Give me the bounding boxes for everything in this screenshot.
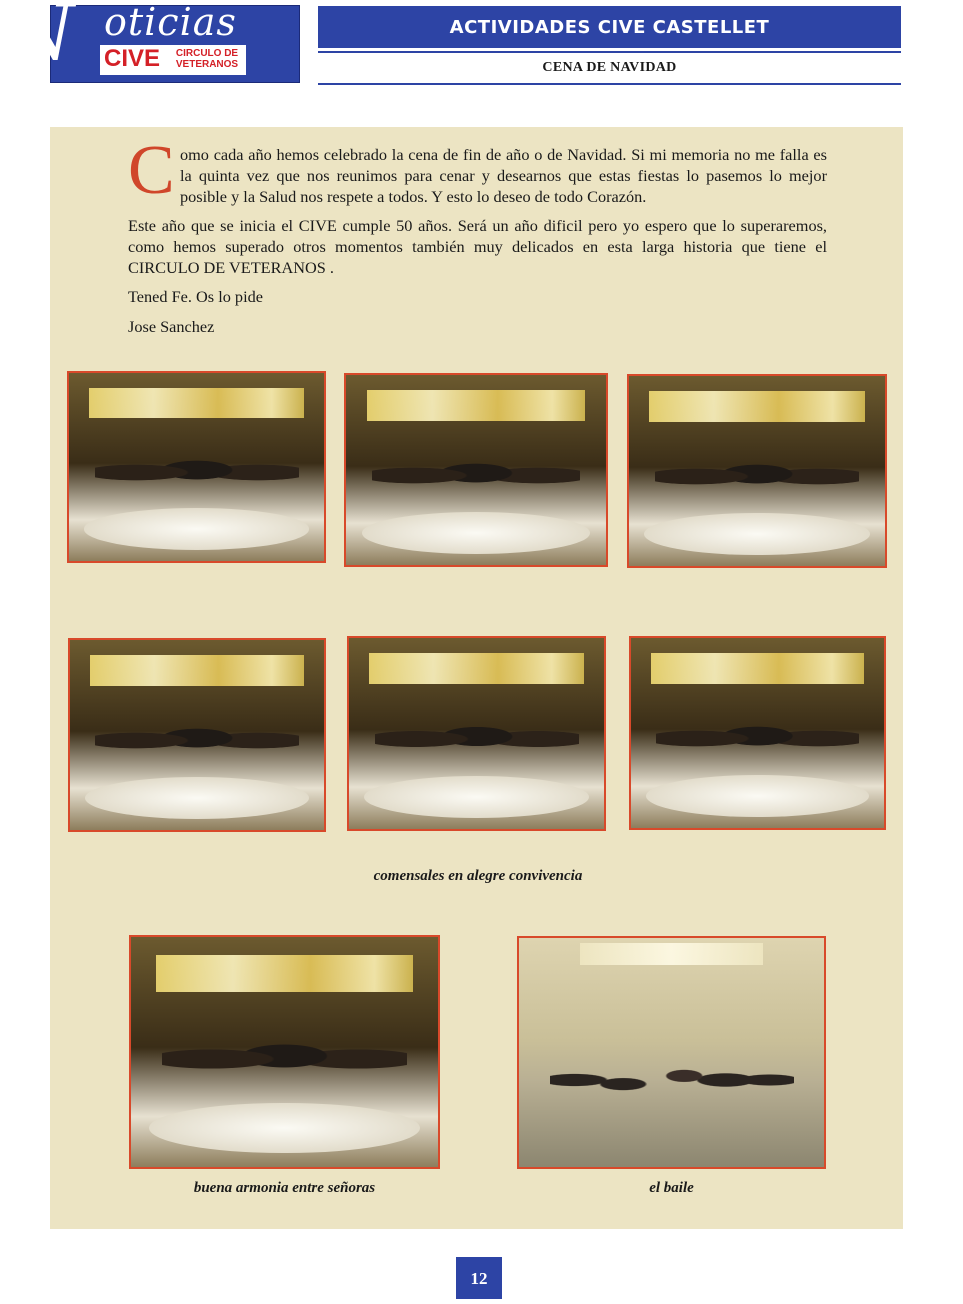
dance-photo <box>517 936 826 1169</box>
logo-brand: CIVE <box>104 45 161 72</box>
logo-brand-subtitle <box>168 48 246 70</box>
dinner-photo-5 <box>347 636 606 831</box>
logo-sub-line1: CIRCULO DE <box>175 48 239 59</box>
page-subtitle: CENA DE NAVIDAD <box>542 60 677 75</box>
drop-cap: C <box>128 132 175 209</box>
anniversary-paragraph: Este año que se inicia el CIVE cumple 50 años. Será un año dificil pero yo espero que lo superaremos, como hemos superado otros momentos también muy delicados en esta larga historia que tiene el CIRCULO DE VETERANOS . <box>128 216 827 277</box>
dinner-photo-1 <box>67 371 326 563</box>
header-rule-top <box>318 51 901 53</box>
dinner-photo-6 <box>629 636 886 830</box>
caption-guests: comensales en alegre convivencia <box>373 868 583 884</box>
intro-paragraph: omo cada año hemos celebrado la cena de fin de año o de Navidad. Si mi memoria no me falla es la quinta vez que nos reunimos para cenar y desearnos que estas fiestas lo pasemos lo mejor posible y la Salud nos respete a todos. Y esto lo deseo de todo Corazón. <box>180 145 827 206</box>
author-signature: Jose Sanchez <box>128 317 215 336</box>
closing-line: Tened Fe. Os lo pide <box>128 287 263 306</box>
header-rule-bottom <box>318 83 901 85</box>
page-number: 12 <box>470 1269 488 1288</box>
dinner-photo-2 <box>344 373 608 567</box>
caption-dance: el baile <box>649 1180 694 1196</box>
caption-ladies: buena armonia entre señoras <box>193 1180 376 1196</box>
logo-word: oticias <box>104 0 237 44</box>
dinner-photo-3 <box>627 374 887 568</box>
logo-initial: N <box>6 0 75 78</box>
section-title: ACTIVIDADES CIVE CASTELLET <box>449 17 770 38</box>
dinner-photo-4 <box>68 638 326 832</box>
ladies-photo <box>129 935 440 1169</box>
logo-sub-line2: VETERANOS <box>175 59 239 70</box>
